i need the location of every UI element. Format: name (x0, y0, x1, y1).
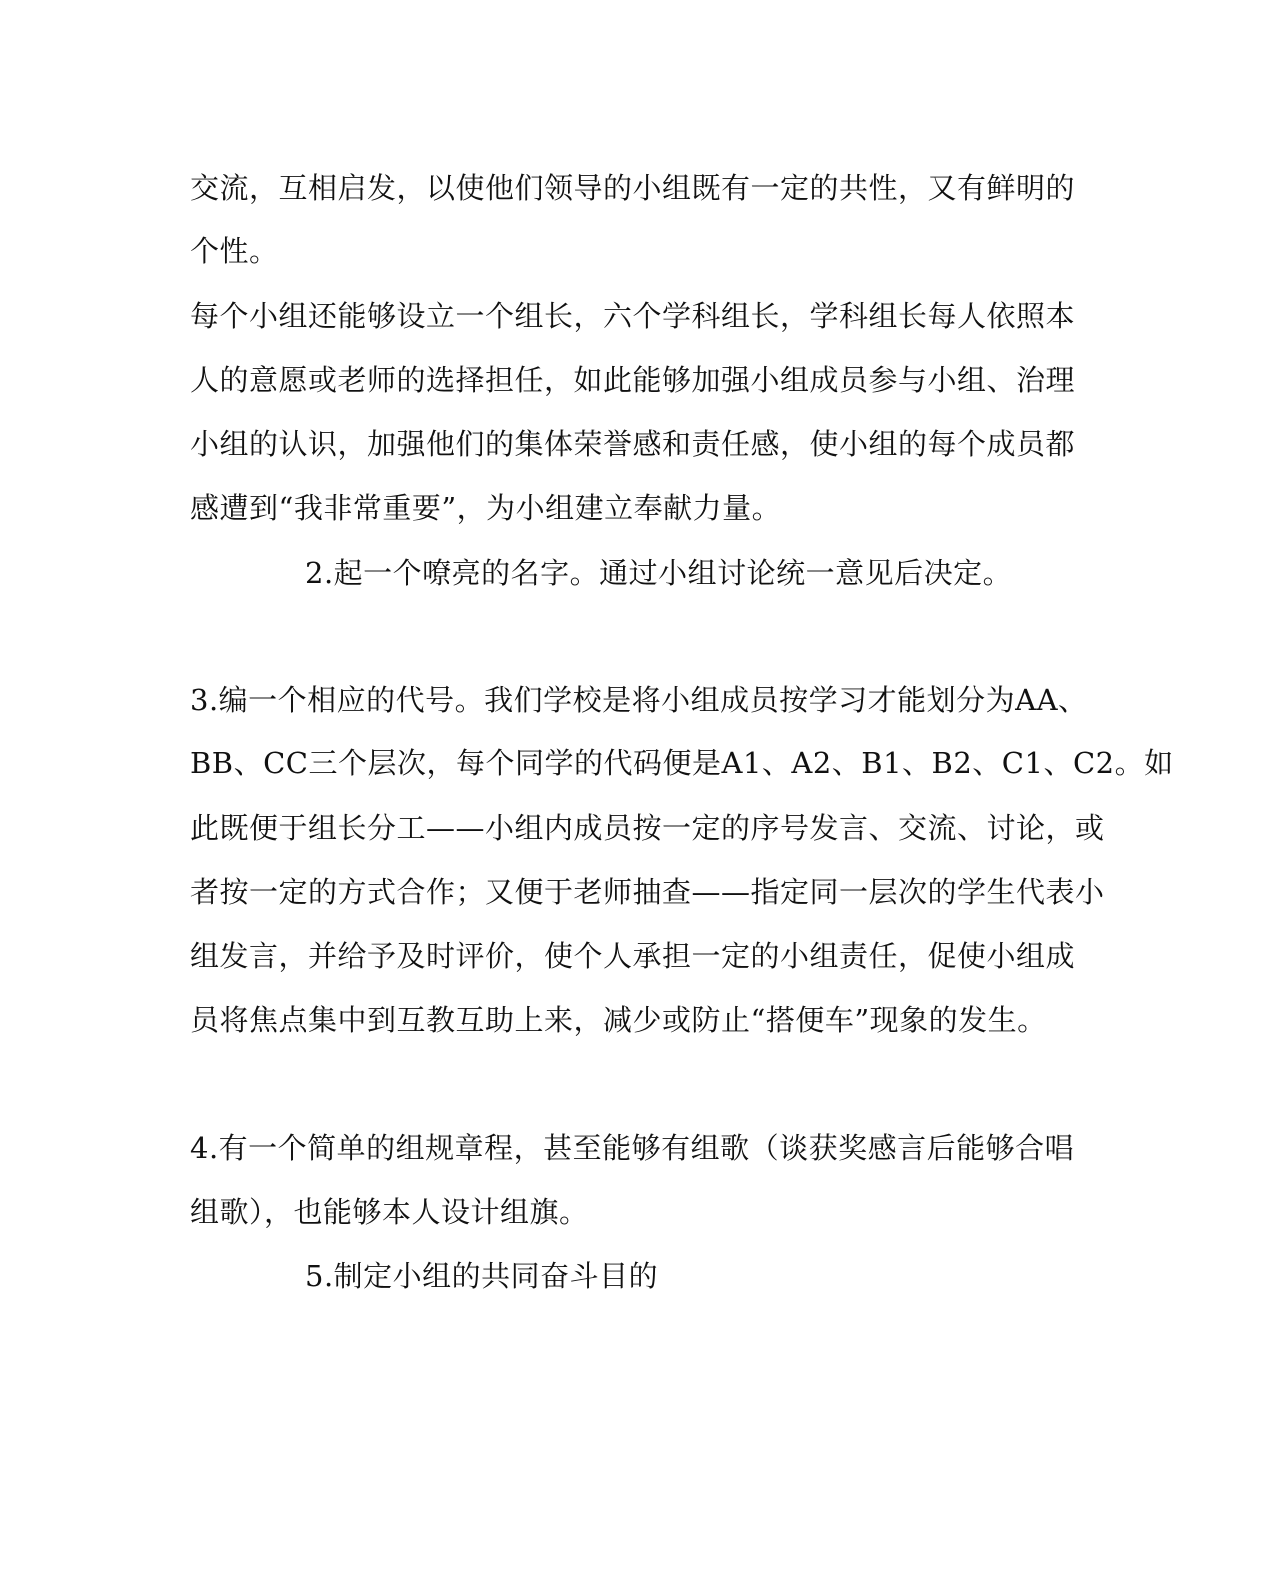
numbered-item-2: 2.起一个嘹亮的名字。通过小组讨论统一意见后决定。 (305, 556, 1013, 590)
text-line: 交流，互相启发，以使他们领导的小组既有一定的共性，又有鲜明的 (190, 171, 1076, 205)
text-line: 员将焦点集中到互教互助上来，减少或防止“搭便车”现象的发生。 (190, 1003, 1047, 1037)
numbered-item-3: 3.编一个相应的代号。我们学校是将小组成员按学习才能划分为AA、 (190, 683, 1088, 717)
numbered-item-5: 5.制定小组的共同奋斗目的 (305, 1259, 659, 1293)
text-line: 组歌），也能够本人设计组旗。 (190, 1195, 589, 1229)
text-line: 组发言，并给予及时评价，使个人承担一定的小组责任，促使小组成 (190, 939, 1076, 973)
text-line: 感遭到“我非常重要”，为小组建立奉献力量。 (190, 491, 782, 525)
numbered-item-4: 4.有一个简单的组规章程，甚至能够有组歌（谈获奖感言后能够合唱 (190, 1131, 1075, 1165)
text-line: 此既便于组长分工——小组内成员按一定的序号发言、交流、讨论，或 (190, 811, 1105, 845)
text-line: 者按一定的方式合作；又便于老师抽查——指定同一层次的学生代表小 (190, 875, 1105, 909)
text-line: 人的意愿或老师的选择担任，如此能够加强小组成员参与小组、治理 (190, 363, 1076, 397)
text-line: 小组的认识，加强他们的集体荣誉感和责任感，使小组的每个成员都 (190, 427, 1076, 461)
text-line: 个性。 (190, 234, 279, 268)
text-line: 每个小组还能够设立一个组长，六个学科组长，学科组长每人依照本 (190, 299, 1076, 333)
text-line: BB、CC三个层次，每个同学的代码便是A1、A2、B1、B2、C1、C2。如 (190, 746, 1174, 780)
